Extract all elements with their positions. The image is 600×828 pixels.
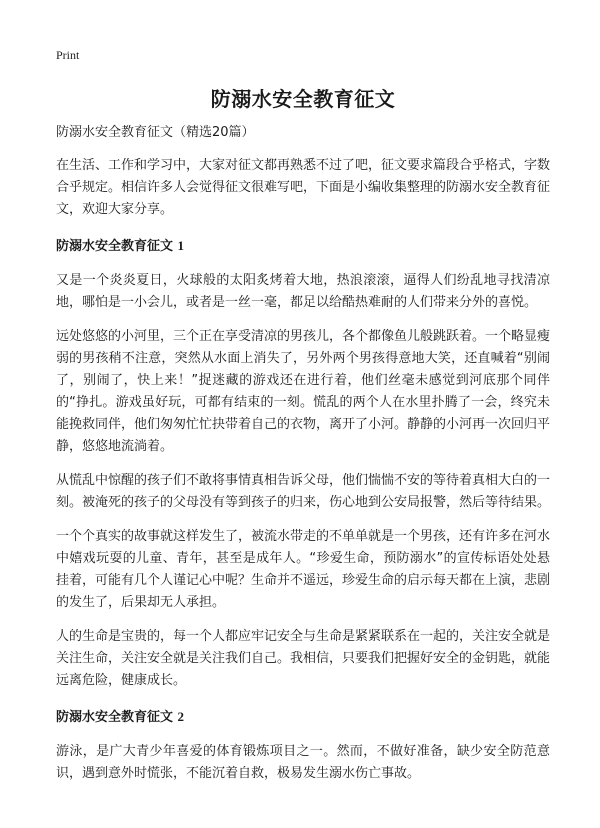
section-heading-text: 防溺水安全教育征文 [56,239,174,254]
print-link[interactable]: Print [56,48,80,62]
paragraph: 远处悠悠的小河里，三个正在享受清凉的男孩儿，各个都像鱼儿般跳跃着。一个略显瘦弱的男孩稍不注意，突然从水面上消失了，另外两个男孩得意地大笑，还直喊着“别闹了，别闹了，快上来！”捉迷藏的游戏还在进行着，他们丝毫未感觉到河底那个同伴的“挣扎。游戏虽好玩，可都有结束的一刻。慌乱的两个人在水里扑腾了一会，终究未能挽救同伴，他们匆匆忙忙抉带着自己的衣物，离开了小河。静静的小河再一次回归平静，悠悠地流淌着。 [56,329,551,454]
paragraph: 又是一个炎炎夏日，火球般的太阳炙烤着大地，热浪滚滚，逼得人们纷乱地寻找清凉地，哪怕是一小会儿，或者是一丝一毫，都足以给酷热难耐的人们带来分外的喜悦。 [56,273,550,310]
section-number: 2 [177,709,185,724]
intro-paragraph: 在生活、工作和学习中，大家对征文都再熟悉不过了吧，征文要求篇段合乎格式，字数合乎规定。相信许多人会觉得征文很难写吧，下面是小编收集整理的防溺水安全教育征文，欢迎大家分享。 [56,158,551,217]
section-heading-1 [56,235,550,258]
section-number: 1 [177,238,185,253]
paragraph: 从慌乱中惊醒的孩子们不敢将事情真相告诉父母，他们惴惴不安的等待着真相大白的一刻。被淹死的孩子的父母没有等到孩子的归来，伤心地到公安局报警，然后等待结果。 [56,473,551,510]
document-subtitle: 防溺水安全教育征文（精选20篇） [56,125,255,140]
paragraph: 一个个真实的故事就这样发生了，被流水带走的不单单就是一个男孩，还有许多在河水中嬉戏玩耍的儿童、青年，甚至是成年人。“珍爱生命，预防溺水”的宣传标语处处悬挂着，可能有几个人谨记心中呢？生命并不遥远，珍爱生命的启示每天都在上演，悲剧的发生了，后果却无人承担。 [56,529,551,610]
document-title: 防溺水安全教育征文 [210,87,396,111]
section-heading-text: 防溺水安全教育征文 [56,710,174,725]
section-heading-2 [56,706,550,729]
paragraph: 游泳，是广大青少年喜爱的体育锻炼项目之一。然而，不做好准备，缺少安全防范意识，遇到意外时慌张，不能沉着自救，极易发生溺水伤亡事故。 [56,744,550,781]
paragraph: 人的生命是宝贵的，每一个人都应牢记安全与生命是紧紧联系在一起的，关注安全就是关注生命，关注安全就是关注我们自己。我相信，只要我们把握好安全的金钥匙，就能远离危险，健康成长。 [56,629,551,688]
